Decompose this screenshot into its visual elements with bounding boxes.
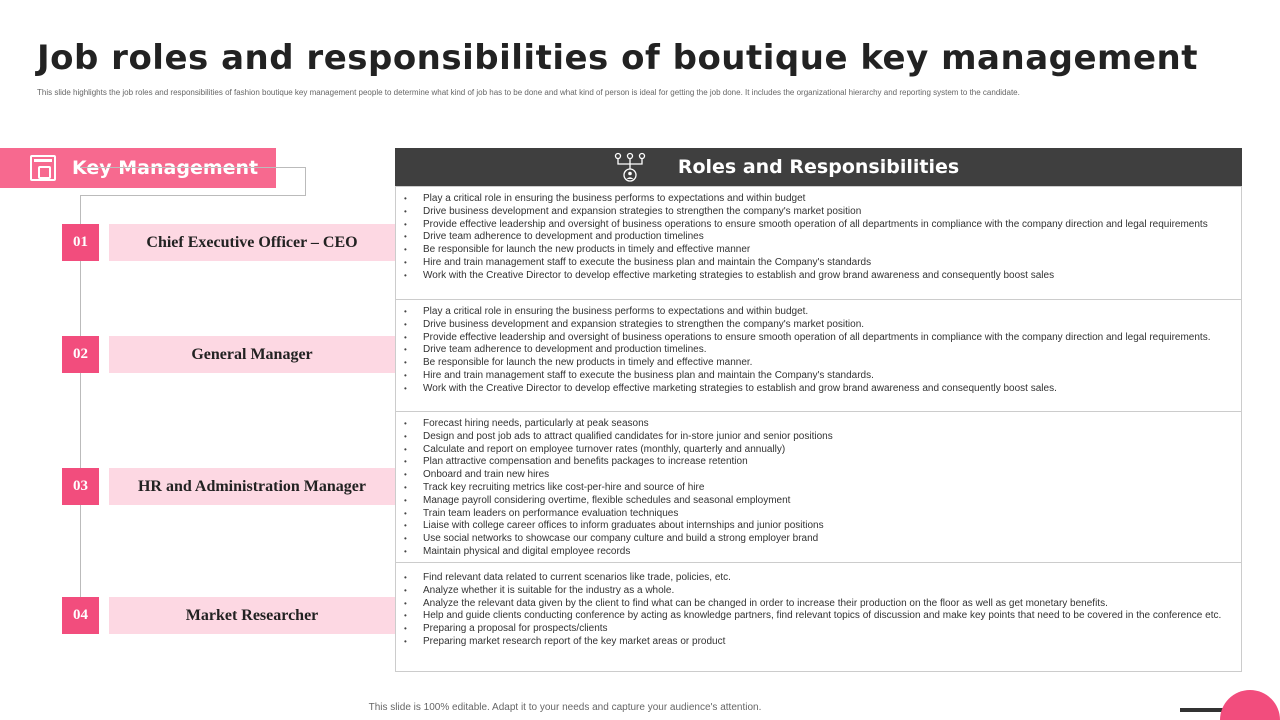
responsibility-item: • Calculate and report on employee turnover rates (monthly, quarterly and annually) — [404, 444, 1231, 457]
responsibility-item: • Work with the Creative Director to develop effective marketing strategies to establish and grow brand awareness and consequently boost sales. — [404, 383, 1231, 396]
responsibilities-cell-ceo — [396, 187, 1241, 300]
connector-bracket — [80, 167, 306, 196]
responsibilities-list — [404, 306, 1231, 396]
responsibility-item: • Provide effective leadership and oversight of business operations to ensure smooth operation of all departments in compliance with the company direction and legal requirements. — [404, 332, 1231, 345]
roles-responsibilities-label: Roles and Responsibilities — [677, 156, 960, 178]
role-row-hr-manager — [62, 468, 395, 505]
responsibility-item: • Plan attractive compensation and benefits packages to increase retention — [404, 456, 1231, 469]
responsibility-item: • Maintain physical and digital employee records — [404, 546, 1231, 559]
responsibility-item: • Preparing a proposal for prospects/clients — [404, 623, 1231, 636]
responsibilities-list — [404, 418, 1231, 559]
responsibility-item: • Drive business development and expansion strategies to strengthen the company's market position — [404, 206, 1231, 219]
page-subtitle: This slide highlights the job roles and responsibilities of fashion boutique key management people to determine what kind of job has to be done and what kind of person is ideal for getting the job done. It includes the organizational hierarchy and reporting system to the candidate. — [37, 88, 1020, 97]
responsibility-item: • Be responsible for launch the new products in timely and effective manner — [404, 244, 1231, 257]
responsibility-item: • Find relevant data related to current scenarios like trade, policies, etc. — [404, 572, 1231, 585]
profile-card-icon — [30, 155, 56, 181]
responsibilities-list — [404, 572, 1231, 649]
roles-responsibilities-header — [395, 148, 1242, 186]
responsibility-item: • Analyze whether it is suitable for the industry as a whole. — [404, 585, 1231, 598]
responsibility-item: • Track key recruiting metrics like cost-per-hire and source of hire — [404, 482, 1231, 495]
responsibility-item: • Use social networks to showcase our company culture and build a strong employer brand — [404, 533, 1231, 546]
key-management-label: Key Management — [72, 157, 259, 179]
responsibility-item: • Manage payroll considering overtime, flexible schedules and seasonal employment — [404, 495, 1231, 508]
responsibility-item: • Be responsible for launch the new products in timely and effective manner. — [404, 357, 1231, 370]
responsibility-item: • Hire and train management staff to execute the business plan and maintain the Company's standards — [404, 257, 1231, 270]
responsibilities-list — [404, 193, 1231, 283]
role-name: Chief Executive Officer – CEO — [109, 224, 395, 261]
responsibility-item: • Help and guide clients conducting conference by acting as knowledge partners, find relevant topics of discussion and make key points that need to be covered in the conference etc. — [404, 610, 1231, 623]
responsibility-item: • Liaise with college career offices to inform graduates about internships and junior positions — [404, 520, 1231, 533]
footer-text: This slide is 100% editable. Adapt it to your needs and capture your audience's attention. — [368, 702, 762, 713]
responsibility-item: • Preparing market research report of the key market areas or product — [404, 636, 1231, 649]
role-name: Market Researcher — [109, 597, 395, 634]
responsibilities-cell-market-researcher — [396, 563, 1241, 671]
page-title: Job roles and responsibilities of boutique key management — [37, 38, 1198, 78]
footer-note — [0, 702, 1280, 713]
responsibility-item: • Onboard and train new hires — [404, 469, 1231, 482]
responsibility-item: • Drive business development and expansion strategies to strengthen the company's market position. — [404, 319, 1231, 332]
responsibilities-cell-general-manager — [396, 300, 1241, 412]
responsibility-item: • Play a critical role in ensuring the business performs to expectations and within budget — [404, 193, 1231, 206]
role-row-ceo — [62, 224, 395, 261]
hierarchy-icon — [613, 152, 647, 182]
responsibility-item: • Analyze the relevant data given by the client to find what can be changed in order to increase their production on the floor as well as get monetary benefits. — [404, 598, 1231, 611]
role-number: 04 — [62, 597, 99, 634]
role-number: 01 — [62, 224, 99, 261]
responsibilities-cell-hr-manager — [396, 412, 1241, 563]
responsibility-item: • Forecast hiring needs, particularly at peak seasons — [404, 418, 1231, 431]
responsibility-item: • Play a critical role in ensuring the business performs to expectations and within budget. — [404, 306, 1231, 319]
responsibility-item: • Hire and train management staff to execute the business plan and maintain the Company's standards. — [404, 370, 1231, 383]
corner-decoration-circle — [1220, 690, 1280, 720]
responsibility-item: • Train team leaders on performance evaluation techniques — [404, 508, 1231, 521]
responsibility-item: • Drive team adherence to development and production timelines — [404, 231, 1231, 244]
role-row-general-manager — [62, 336, 395, 373]
responsibilities-table — [395, 186, 1242, 672]
role-row-market-researcher — [62, 597, 395, 634]
role-name: HR and Administration Manager — [109, 468, 395, 505]
responsibility-item: • Design and post job ads to attract qualified candidates for in-store junior and senior positions — [404, 431, 1231, 444]
role-number: 03 — [62, 468, 99, 505]
responsibility-item: • Drive team adherence to development and production timelines. — [404, 344, 1231, 357]
role-number: 02 — [62, 336, 99, 373]
role-name: General Manager — [109, 336, 395, 373]
responsibility-item: • Provide effective leadership and oversight of business operations to ensure smooth operation of all departments in compliance with the company direction and legal requirements — [404, 219, 1231, 232]
responsibility-item: • Work with the Creative Director to develop effective marketing strategies to establish and grow brand awareness and consequently boost sales — [404, 270, 1231, 283]
